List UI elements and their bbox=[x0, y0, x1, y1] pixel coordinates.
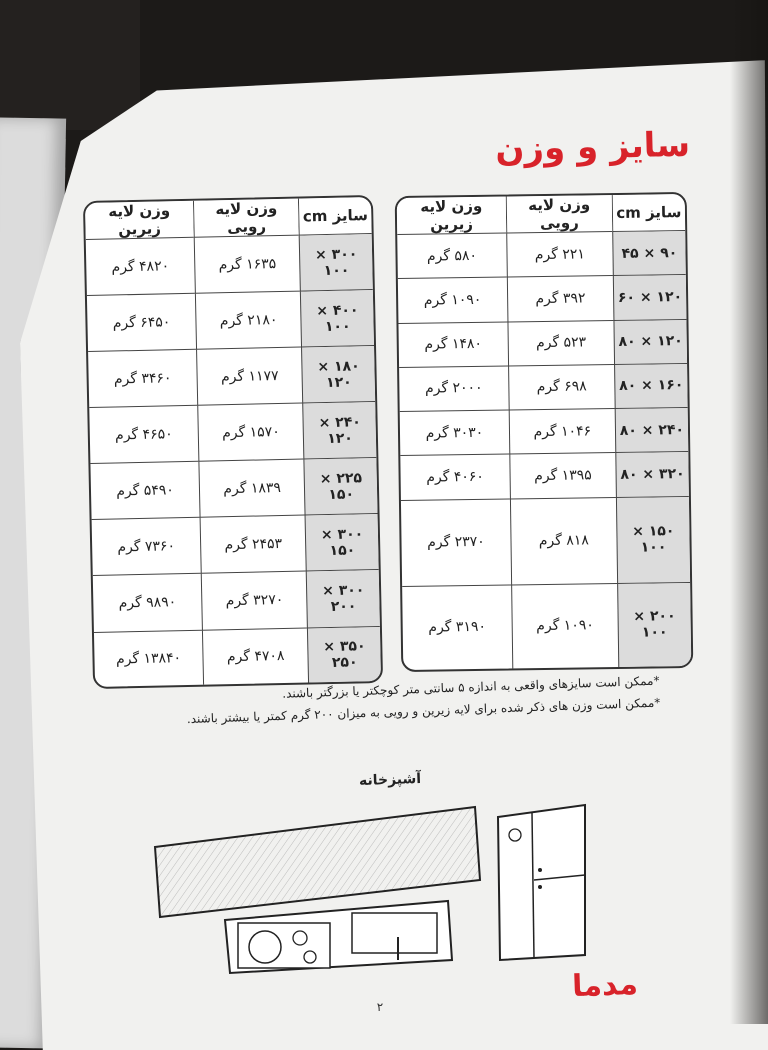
size-cell: ۱۵۰ × ۱۰۰ bbox=[616, 497, 690, 584]
size-cell: ۲۴۰ × ۸۰ bbox=[614, 408, 688, 453]
header-size: سایز cm bbox=[298, 197, 372, 236]
size-cell: ۳۰۰ × ۱۰۰ bbox=[299, 234, 373, 292]
top-weight-cell: ۱۶۳۵ گرم bbox=[194, 236, 300, 294]
table-row bbox=[92, 514, 379, 576]
bottom-weight-cell: ۵۸۰ گرم bbox=[397, 234, 506, 280]
top-weight-cell: ۸۱۸ گرم bbox=[510, 498, 617, 585]
top-weight-cell: ۴۷۰۸ گرم bbox=[202, 628, 308, 685]
size-cell: ۳۵۰ × ۲۵۰ bbox=[307, 627, 381, 683]
table-row bbox=[90, 458, 377, 520]
table-row bbox=[398, 275, 687, 323]
footnote-weight-tolerance: *ممکن است وزن های ذکر شده برای لایه زیرین و رویی به میزان ۲۰۰ گرم کمتر یا بیشتر باشند. bbox=[186, 695, 661, 727]
page-number: ۲ bbox=[376, 1000, 384, 1014]
top-weight-cell: ۵۲۳ گرم bbox=[507, 321, 613, 367]
bottom-weight-cell: ۵۴۹۰ گرم bbox=[90, 462, 199, 520]
table-row bbox=[397, 231, 686, 279]
bottom-weight-cell: ۴۸۲۰ گرم bbox=[86, 238, 195, 296]
top-weight-cell: ۳۹۲ گرم bbox=[507, 276, 613, 322]
size-cell: ۱۲۰ × ۸۰ bbox=[613, 320, 687, 365]
table-row bbox=[398, 320, 687, 368]
bottom-weight-cell: ۳۰۳۰ گرم bbox=[400, 411, 509, 457]
table-row bbox=[400, 452, 689, 500]
top-weight-cell: ۱۳۹۵ گرم bbox=[509, 453, 615, 499]
size-cell: ۴۰۰ × ۱۰۰ bbox=[300, 290, 374, 348]
table-header-row bbox=[85, 197, 372, 240]
size-cell: ۳۰۰ × ۱۵۰ bbox=[305, 514, 379, 572]
table-row bbox=[400, 408, 689, 456]
size-cell: ۳۰۰ × ۲۰۰ bbox=[306, 570, 380, 628]
header-bottom-weight: وزن لایه زیرین bbox=[397, 197, 506, 236]
size-cell: ۹۰ × ۴۵ bbox=[612, 231, 686, 276]
size-cell: ۳۲۰ × ۸۰ bbox=[615, 452, 689, 497]
bottom-weight-cell: ۳۱۹۰ گرم bbox=[428, 619, 487, 636]
size-cell: ۲۲۵ × ۱۵۰ bbox=[304, 458, 378, 516]
bottom-weight-cell: ۲۰۰۰ گرم bbox=[399, 366, 508, 412]
top-weight-cell: ۲۴۵۳ گرم bbox=[200, 516, 306, 574]
footnote-size-tolerance: *ممکن است سایزهای واقعی به اندازه ۵ سانتی متر کوچکتر یا بزرگتر باشند. bbox=[282, 673, 660, 701]
top-weight-cell: ۱۵۷۰ گرم bbox=[197, 404, 303, 462]
size-cell: ۲۰۰ × ۱۰۰ bbox=[617, 583, 691, 667]
bottom-weight-cell: ۳۴۶۰ گرم bbox=[88, 350, 197, 408]
table-header-row bbox=[397, 194, 685, 235]
bottom-weight-cell: ۱۰۹۰ گرم bbox=[398, 278, 507, 324]
bottom-weight-cell: ۹۸۹۰ گرم bbox=[93, 574, 202, 632]
top-weight-cell: ۲۲۱ گرم bbox=[506, 232, 612, 278]
size-cell: ۱۶۰ × ۸۰ bbox=[614, 364, 688, 409]
kitchen-illustration bbox=[150, 795, 600, 975]
table-row bbox=[88, 346, 375, 408]
top-weight-cell: ۳۲۷۰ گرم bbox=[201, 572, 307, 630]
table-row bbox=[94, 627, 381, 687]
header-top-weight: وزن لایه رویی bbox=[193, 199, 299, 238]
header-top-weight: وزن لایه رویی bbox=[506, 195, 612, 233]
bottom-weight-cell: ۷۳۶۰ گرم bbox=[92, 518, 201, 576]
table-row bbox=[402, 583, 691, 670]
size-cell: ۲۴۰ × ۱۲۰ bbox=[302, 402, 376, 460]
tall-cabinet bbox=[498, 805, 585, 960]
bottom-weight-cell: ۴۰۶۰ گرم bbox=[400, 455, 509, 501]
stove-counter bbox=[225, 901, 452, 973]
size-cell: ۱۸۰ × ۱۲۰ bbox=[301, 346, 375, 404]
size-weight-table-left bbox=[83, 195, 383, 689]
header-bottom-weight: وزن لایه زیرین bbox=[85, 201, 194, 240]
top-weight-cell: ۶۹۸ گرم bbox=[508, 365, 614, 411]
header-size: سایز cm bbox=[611, 194, 685, 232]
table-row bbox=[87, 290, 374, 352]
brand-logo: مدما bbox=[571, 966, 639, 1005]
table-row bbox=[399, 364, 688, 412]
background-shadow bbox=[730, 0, 768, 1024]
top-weight-cell: ۱۰۴۶ گرم bbox=[509, 409, 615, 455]
top-weight-cell: ۱۸۳۹ گرم bbox=[199, 460, 305, 518]
table-row bbox=[93, 570, 380, 632]
bottom-weight-cell: ۱۴۸۰ گرم bbox=[398, 322, 507, 368]
kitchen-runner-rug bbox=[155, 807, 480, 917]
top-weight-cell: ۱۱۷۷ گرم bbox=[196, 348, 302, 406]
top-weight-cell: ۲۱۸۰ گرم bbox=[195, 292, 301, 350]
bottom-weight-cell: ۲۳۷۰ گرم bbox=[401, 499, 511, 586]
size-weight-table-right bbox=[395, 192, 694, 672]
size-cell: ۱۲۰ × ۶۰ bbox=[613, 275, 687, 320]
kitchen-label: آشپزخانه bbox=[358, 770, 422, 790]
bottom-weight-cell: ۱۳۸۴۰ گرم bbox=[115, 649, 182, 668]
top-weight-cell: ۱۰۹۰ گرم bbox=[511, 584, 618, 669]
bottom-weight-cell: ۴۶۵۰ گرم bbox=[89, 406, 198, 464]
table-row bbox=[401, 497, 690, 587]
page-title: سایز و وزن bbox=[494, 124, 691, 170]
table-row bbox=[86, 234, 373, 296]
bottom-weight-cell: ۶۴۵۰ گرم bbox=[87, 294, 196, 352]
table-row bbox=[89, 402, 376, 464]
